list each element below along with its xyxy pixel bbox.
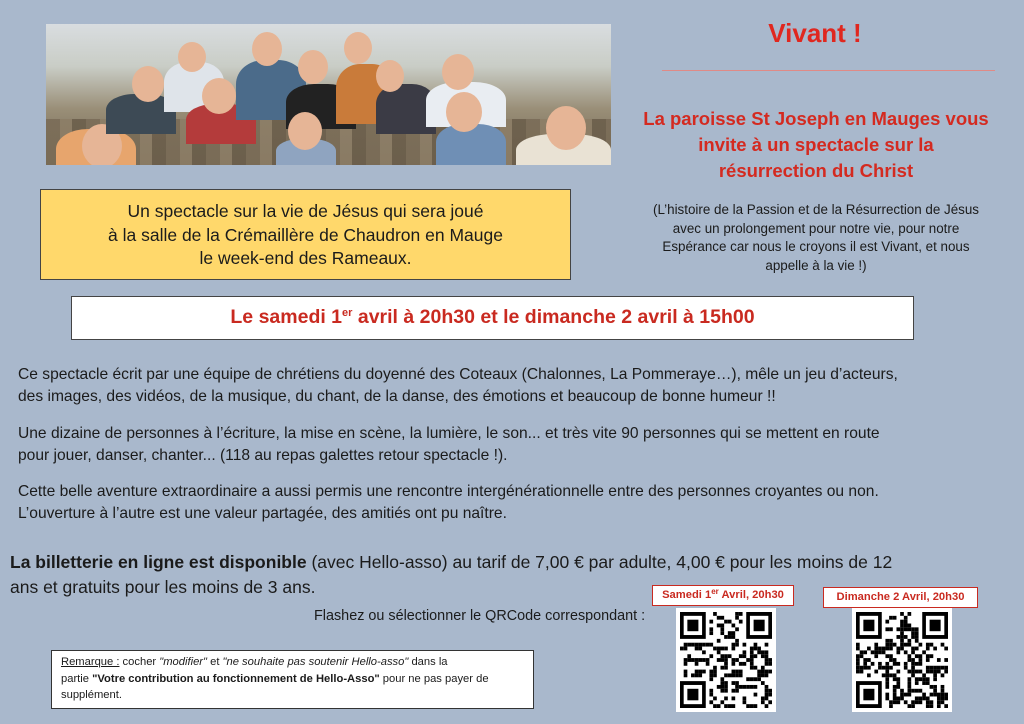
subtitle-line: Espérance car nous le croyons il est Vivant, et nous [662, 239, 970, 254]
remark-text: partie [61, 672, 93, 685]
invitation-subtitle [614, 201, 1018, 275]
venue-line: le week-end des Rameaux. [199, 248, 412, 268]
remark-line [61, 654, 524, 671]
invitation-heading [620, 106, 1012, 184]
invitation-line: résurrection du Christ [718, 160, 914, 181]
ticket-text: (avec Hello-asso) au tarif de 7,00 € par adulte, 4,00 € pour les moins de 12 [306, 552, 893, 572]
remark-line: supplément. [61, 689, 122, 701]
ticket-line [10, 550, 1015, 575]
qr-code-sunday[interactable] [852, 608, 952, 712]
remark-text: cocher [119, 656, 160, 668]
subtitle-line: appelle à la vie !) [765, 257, 867, 273]
paragraph-line: Ce spectacle écrit par une équipe de chrétiens du doyenné des Coteaux (Chalonnes, La Pommeraye…), mêle un jeu d’acteurs, [18, 366, 898, 383]
paragraph-line: Une dizaine de personnes à l’écriture, la mise en scène, la lumière, le son... et très vite 90 personnes qui se mettent en route [18, 425, 880, 442]
paragraph-line: pour jouer, danser, chanter... (118 au repas galettes retour spectacle !). [18, 447, 508, 464]
qr-label-part: Avril, 20h30 [718, 589, 784, 601]
description-paragraph [18, 364, 1008, 408]
person-face [202, 78, 236, 114]
description-paragraph [18, 481, 1008, 525]
paragraph-line: Cette belle aventure extraordinaire a aussi permis une rencontre intergénérationnelle entre des personnes croyantes ou non. [18, 483, 879, 500]
subtitle-line: avec un prolongement pour notre vie, pour notre [672, 220, 960, 236]
description-paragraph [18, 423, 1008, 467]
remark-italic: "ne souhaite pas soutenir Hello-asso" [222, 656, 409, 668]
invitation-line: invite à un spectacle sur la [698, 134, 934, 155]
ticket-bold: La billetterie en ligne est disponible [10, 552, 307, 572]
remark-text: dans la [408, 656, 448, 668]
venue-box [40, 189, 571, 280]
remark-line [61, 671, 524, 688]
remark-bold: "Votre contribution au fonctionnement de Hello-Asso" [92, 672, 380, 685]
person-face [442, 54, 474, 90]
qr-label-saturday [652, 585, 794, 606]
person-face [132, 66, 164, 102]
person-face [344, 32, 372, 64]
paragraph-line: des images, des vidéos, de la musique, du chant, de la danse, des émotions et beaucoup de bonne humeur !! [18, 388, 776, 405]
person-face [546, 106, 586, 150]
poster-title: Vivant ! [768, 18, 862, 48]
qr-instruction: Flashez ou sélectionner le QRCode correspondant : [314, 608, 646, 624]
title-divider [662, 70, 995, 71]
remark-label: Remarque : [61, 656, 120, 668]
person-face [178, 42, 206, 72]
qr-label-part: Samedi 1 [662, 589, 712, 601]
person-face [252, 32, 282, 66]
dates-part1: Le samedi 1 [230, 306, 343, 328]
qr-label-sup: er [711, 587, 719, 596]
ticket-line: ans et gratuits pour les moins de 3 ans. [10, 577, 316, 597]
remark-text: pour ne pas payer de [379, 672, 489, 685]
venue-line: Un spectacle sur la vie de Jésus qui sera joué [127, 201, 484, 221]
group-photo [46, 24, 611, 165]
dates-part2: avril à 20h30 et le dimanche 2 avril à 15h00 [352, 306, 755, 328]
invitation-line: La paroisse St Joseph en Mauges vous [643, 108, 989, 129]
remark-box [51, 650, 534, 709]
subtitle-line: (L’histoire de la Passion et de la Résurrection de Jésus [652, 202, 980, 217]
qr-code-saturday[interactable] [676, 608, 776, 712]
person-face [446, 92, 482, 132]
person-face [376, 60, 404, 92]
remark-text: et [206, 656, 223, 668]
venue-line: à la salle de la Crémaillère de Chaudron en Mauge [108, 224, 503, 245]
person-face [298, 50, 328, 84]
qr-label-sunday: Dimanche 2 Avril, 20h30 [823, 587, 978, 608]
qr-code-icon [680, 612, 772, 708]
paragraph-line: L’ouverture à l’autre est une valeur partagée, des amitiés ont pu naître. [18, 505, 507, 522]
dates-superscript: er [342, 307, 353, 319]
remark-italic: "modifier" [159, 656, 207, 668]
dates-banner [71, 296, 914, 340]
person-face [288, 112, 322, 150]
qr-code-icon [856, 612, 948, 708]
